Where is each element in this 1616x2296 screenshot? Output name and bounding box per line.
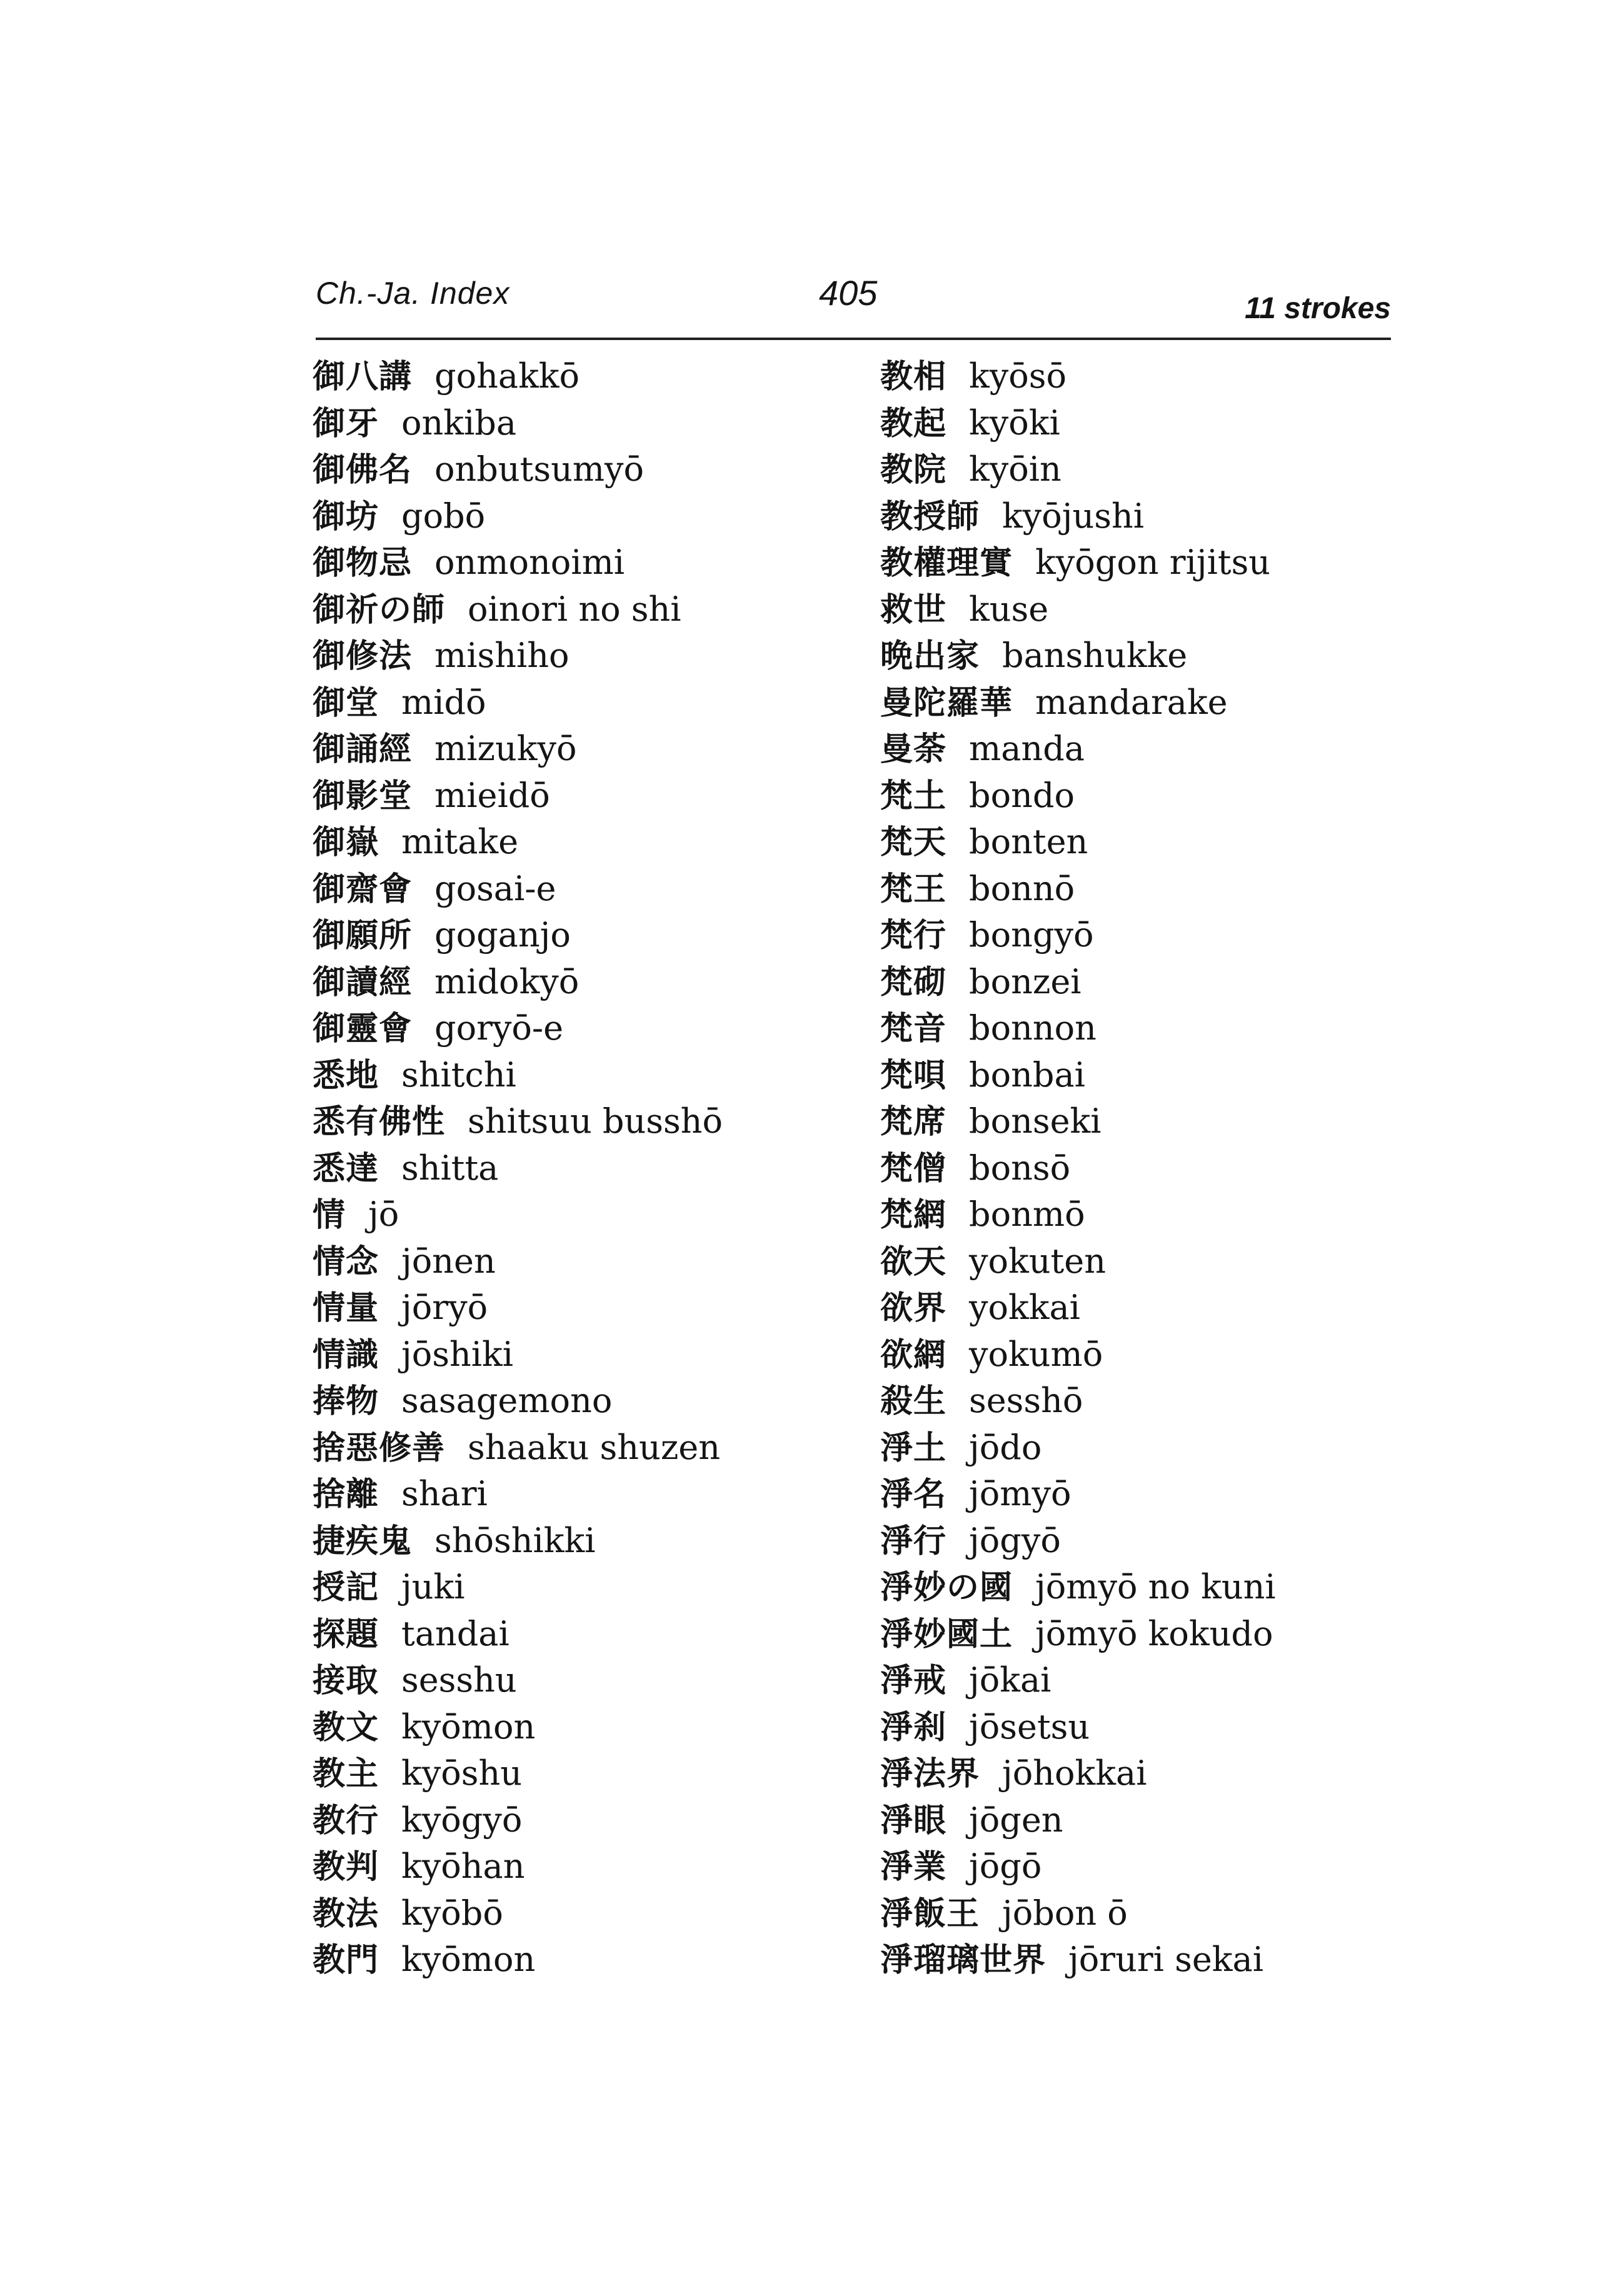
entry-term: 曼荼 [880, 731, 947, 768]
entry-reading: gosai-e [434, 868, 556, 908]
index-entry [313, 493, 938, 540]
entry-reading: mishiho [434, 636, 570, 675]
entry-term: 梵音 [880, 1010, 947, 1048]
index-entry [313, 912, 938, 959]
page-header [316, 269, 1391, 338]
entry-reading: kyōgon rijitsu [1035, 543, 1271, 582]
index-entry [880, 1238, 1393, 1285]
entry-term: 梵僧 [880, 1150, 947, 1188]
index-entry [313, 1797, 938, 1844]
entry-reading: bondo [969, 775, 1075, 815]
entry-reading: kyōmon [401, 1707, 536, 1747]
entry-term: 教授師 [880, 498, 980, 536]
index-entry [313, 353, 938, 400]
index-entry [313, 1285, 938, 1331]
index-entry [313, 1518, 938, 1565]
entry-term: 御牙 [313, 404, 379, 443]
entry-reading: shitsuu busshō [468, 1101, 723, 1141]
entry-reading: sesshō [969, 1381, 1083, 1420]
index-entry [880, 866, 1393, 913]
entry-term: 御願所 [313, 917, 413, 955]
entry-term: 御佛名 [313, 451, 413, 489]
entry-reading: jōmyō [969, 1474, 1071, 1513]
entry-term: 悉達 [313, 1150, 379, 1188]
index-entry [880, 1937, 1393, 1983]
index-entry [313, 1843, 938, 1890]
entry-term: 情念 [313, 1243, 379, 1281]
entry-reading: bongyō [969, 915, 1094, 955]
index-entry [313, 1191, 938, 1238]
index-entry [880, 1797, 1393, 1844]
entry-term: 梵席 [880, 1103, 947, 1141]
entry-reading: banshukke [1002, 636, 1188, 675]
index-entry [880, 446, 1393, 493]
entry-term: 捧物 [313, 1383, 379, 1420]
index-entry [313, 773, 938, 820]
index-entry [880, 1331, 1393, 1378]
index-entry [880, 539, 1393, 586]
entry-term: 救世 [880, 591, 947, 629]
index-entry [880, 353, 1393, 400]
entry-reading: mieidō [434, 775, 550, 815]
entry-term: 教判 [313, 1848, 379, 1886]
entry-reading: kyōshu [401, 1753, 523, 1793]
entry-reading: jōshiki [401, 1334, 514, 1374]
entry-term: 御坊 [313, 498, 379, 536]
index-entry [880, 1750, 1393, 1797]
entry-term: 御靈會 [313, 1010, 413, 1048]
entry-reading: juki [401, 1567, 465, 1607]
entry-term: 情量 [313, 1290, 379, 1327]
entry-term: 梵天 [880, 824, 947, 861]
index-entry [880, 1098, 1393, 1145]
left-column [313, 353, 938, 1983]
entry-term: 梵網 [880, 1196, 947, 1234]
entry-reading: onmonoimi [434, 543, 625, 582]
entry-term: 淨妙國土 [880, 1615, 1013, 1653]
entry-term: 淨妙の國 [880, 1569, 1013, 1607]
entry-reading: jōnen [401, 1241, 496, 1281]
entry-reading: goganjo [434, 915, 571, 955]
index-entry [313, 1378, 938, 1425]
entry-term: 欲界 [880, 1290, 947, 1327]
entry-reading: jō [368, 1195, 399, 1234]
entry-reading: sesshu [401, 1660, 517, 1700]
entry-reading: jōgyō [969, 1520, 1061, 1560]
entry-reading: bonmō [969, 1195, 1085, 1234]
index-entry [880, 1425, 1393, 1471]
entry-term: 悉地 [313, 1056, 379, 1095]
entry-term: 捨惡修善 [313, 1429, 446, 1467]
entry-term: 探題 [313, 1615, 379, 1653]
index-entry [880, 912, 1393, 959]
entry-reading: jōhokkai [1002, 1753, 1147, 1793]
entry-term: 梵王 [880, 870, 947, 908]
entry-term: 欲天 [880, 1243, 947, 1281]
entry-term: 授記 [313, 1569, 379, 1607]
index-entry [880, 959, 1393, 1006]
entry-term: 淨土 [880, 1429, 947, 1467]
entry-term: 梵砌 [880, 963, 947, 1001]
index-entry [880, 773, 1393, 820]
entry-reading: manda [969, 729, 1085, 768]
index-entry [880, 679, 1393, 726]
entry-reading: midō [401, 682, 486, 722]
index-entry [880, 493, 1393, 540]
entry-reading: shari [401, 1474, 488, 1513]
index-entry [313, 586, 938, 633]
entry-reading: jōruri sekai [1068, 1940, 1263, 1979]
entry-term: 曼陀羅華 [880, 684, 1013, 722]
entry-term: 欲網 [880, 1336, 947, 1374]
entry-reading: sasagemono [401, 1381, 613, 1420]
entry-reading: mandarake [1035, 682, 1228, 722]
entry-reading: kuse [969, 589, 1049, 629]
entry-term: 淨法界 [880, 1755, 980, 1793]
entry-reading: shitchi [401, 1055, 516, 1095]
index-entry [313, 959, 938, 1006]
entry-term: 御讀經 [313, 963, 413, 1001]
index-entry [880, 1005, 1393, 1052]
index-entry [880, 1191, 1393, 1238]
entry-reading: oinori no shi [468, 589, 681, 629]
entry-term: 殺生 [880, 1383, 947, 1420]
entry-term: 淨行 [880, 1522, 947, 1560]
entry-reading: jōbon ō [1002, 1893, 1128, 1933]
entry-term: 御誦經 [313, 731, 413, 768]
entry-reading: gohakkō [434, 356, 580, 396]
entry-term: 梵唄 [880, 1056, 947, 1095]
index-entry [880, 1890, 1393, 1937]
index-entry [880, 400, 1393, 447]
index-entry [313, 726, 938, 773]
entry-reading: jōgō [969, 1847, 1042, 1886]
index-entry [880, 1285, 1393, 1331]
index-entry [880, 1564, 1393, 1611]
index-entry [880, 1843, 1393, 1890]
index-entry [313, 1704, 938, 1751]
entry-term: 梵土 [880, 777, 947, 815]
entry-reading: kyōin [969, 449, 1061, 489]
entry-reading: bonseki [969, 1101, 1102, 1141]
stroke-group-label: 11 strokes [1245, 292, 1391, 325]
index-entry [313, 1425, 938, 1471]
entry-term: 淨瑠璃世界 [880, 1942, 1046, 1979]
index-entry [313, 1471, 938, 1518]
entry-reading: jōmyō no kuni [1035, 1567, 1276, 1607]
entry-term: 教門 [313, 1942, 379, 1979]
entry-term: 捷疾鬼 [313, 1522, 413, 1560]
entry-reading: jōkai [969, 1660, 1051, 1700]
index-entry [313, 866, 938, 913]
entry-reading: midokyō [434, 961, 580, 1001]
entry-term: 御祈の師 [313, 591, 446, 629]
entry-reading: kyōsō [969, 356, 1066, 396]
index-entry [880, 1145, 1393, 1192]
entry-reading: jōdo [969, 1427, 1042, 1467]
entry-term: 淨業 [880, 1848, 947, 1886]
entry-term: 晩出家 [880, 638, 980, 675]
index-entry [880, 1611, 1393, 1658]
index-entry [313, 633, 938, 679]
entry-term: 教起 [880, 404, 947, 443]
page-number: 405 [819, 273, 878, 313]
entry-term: 淨名 [880, 1476, 947, 1513]
index-entry [880, 1518, 1393, 1565]
entry-reading: kyōgyō [401, 1800, 523, 1840]
index-entry [880, 1378, 1393, 1425]
entry-term: 教院 [880, 451, 947, 489]
header-rule [316, 338, 1391, 340]
entry-reading: bonsō [969, 1148, 1071, 1188]
entry-term: 梵行 [880, 917, 947, 955]
entry-term: 接取 [313, 1662, 379, 1700]
entry-reading: mizukyō [434, 729, 577, 768]
entry-term: 御八講 [313, 358, 413, 396]
index-entry [313, 1098, 938, 1145]
entry-term: 御齋會 [313, 870, 413, 908]
entry-reading: kyōbō [401, 1893, 503, 1933]
index-entry [313, 1564, 938, 1611]
right-column [880, 353, 1393, 1983]
index-entry [313, 1331, 938, 1378]
index-entry [313, 1611, 938, 1658]
index-entry [313, 1937, 938, 1983]
index-entry [880, 1704, 1393, 1751]
entry-reading: shaaku shuzen [468, 1427, 721, 1467]
entry-term: 淨飯王 [880, 1895, 980, 1933]
entry-reading: onbutsumyō [434, 449, 645, 489]
entry-reading: kyōhan [401, 1847, 525, 1886]
index-entry [313, 1750, 938, 1797]
entry-term: 教權理實 [880, 544, 1013, 582]
index-entry [313, 1145, 938, 1192]
entry-term: 御影堂 [313, 777, 413, 815]
index-entry [880, 1657, 1393, 1704]
entry-term: 御物忌 [313, 544, 413, 582]
entry-term: 御修法 [313, 638, 413, 675]
index-entry [313, 1657, 938, 1704]
entry-reading: shōshikki [434, 1520, 596, 1560]
entry-reading: yokuten [969, 1241, 1106, 1281]
entry-reading: bonzei [969, 961, 1082, 1001]
entry-reading: tandai [401, 1613, 509, 1653]
entry-reading: onkiba [401, 403, 517, 443]
entry-term: 教法 [313, 1895, 379, 1933]
entry-term: 情識 [313, 1336, 379, 1374]
index-entry [313, 446, 938, 493]
index-entry [880, 1052, 1393, 1099]
index-entry [313, 819, 938, 866]
entry-term: 教相 [880, 358, 947, 396]
entry-reading: kyōmon [401, 1940, 536, 1979]
index-entry [880, 819, 1393, 866]
entry-reading: jōgen [969, 1800, 1063, 1840]
index-entry [313, 1005, 938, 1052]
entry-reading: mitake [401, 822, 519, 861]
entry-reading: yokumō [969, 1334, 1103, 1374]
entry-reading: yokkai [969, 1288, 1080, 1327]
entry-term: 教文 [313, 1708, 379, 1747]
entry-term: 教主 [313, 1755, 379, 1793]
entry-reading: jōryō [401, 1288, 488, 1327]
entry-term: 御嶽 [313, 824, 379, 861]
index-entry [313, 400, 938, 447]
entry-reading: bonnō [969, 868, 1075, 908]
section-title: Ch.-Ja. Index [316, 276, 510, 311]
entry-term: 淨戒 [880, 1662, 947, 1700]
index-entry [313, 1890, 938, 1937]
index-entry [880, 586, 1393, 633]
entry-reading: jōsetsu [969, 1707, 1090, 1747]
entry-term: 悉有佛性 [313, 1103, 446, 1141]
entry-term: 教行 [313, 1802, 379, 1840]
entry-reading: bonten [969, 822, 1088, 861]
index-entry [880, 1471, 1393, 1518]
entry-term: 淨眼 [880, 1802, 947, 1840]
entry-term: 情 [313, 1196, 346, 1234]
entry-reading: gobō [401, 496, 486, 536]
entry-term: 御堂 [313, 684, 379, 722]
entry-reading: kyōki [969, 403, 1060, 443]
entry-reading: goryō-e [434, 1008, 564, 1048]
entry-term: 捨離 [313, 1476, 379, 1513]
index-entry [313, 539, 938, 586]
index-entry [313, 1052, 938, 1099]
entry-reading: kyōjushi [1002, 496, 1145, 536]
entry-term: 淨刹 [880, 1708, 947, 1747]
entry-reading: bonnon [969, 1008, 1097, 1048]
entry-reading: jōmyō kokudo [1035, 1613, 1273, 1653]
entry-reading: shitta [401, 1148, 499, 1188]
index-entry [313, 1238, 938, 1285]
entry-reading: bonbai [969, 1055, 1085, 1095]
index-entry [880, 633, 1393, 679]
index-entry [313, 679, 938, 726]
index-entry [880, 726, 1393, 773]
